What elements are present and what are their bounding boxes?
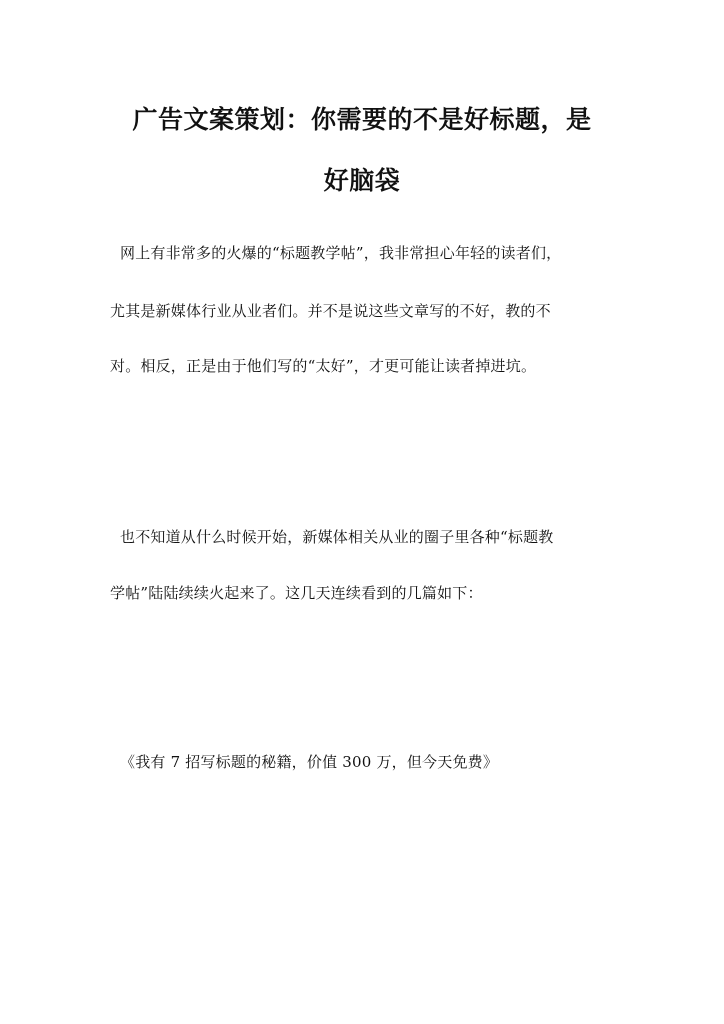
paragraph-2-line-1: 也不知道从什么时候开始，新媒体相关从业的圈子里各种“标题教	[120, 528, 554, 546]
paragraph-1-line-2: 尤其是新媒体行业从业者们。并不是说这些文章写的不好，教的不	[110, 302, 551, 320]
paragraph-2-line-2: 学帖”陆陆续续火起来了。这几天连续看到的几篇如下：	[110, 584, 483, 602]
example-title: 《我有 7 招写标题的秘籍，价值 300 万，但今天免费》	[120, 753, 499, 771]
document-title-line-1: 广告文案策划：你需要的不是好标题，是	[132, 105, 592, 134]
paragraph-1-line-1: 网上有非常多的火爆的“标题教学帖”，我非常担心年轻的读者们，	[120, 244, 562, 262]
paragraph-1-line-3: 对。相反，正是由于他们写的“太好”，才更可能让读者掉进坑。	[110, 357, 537, 375]
document-title-line-2: 好脑袋	[323, 166, 401, 195]
